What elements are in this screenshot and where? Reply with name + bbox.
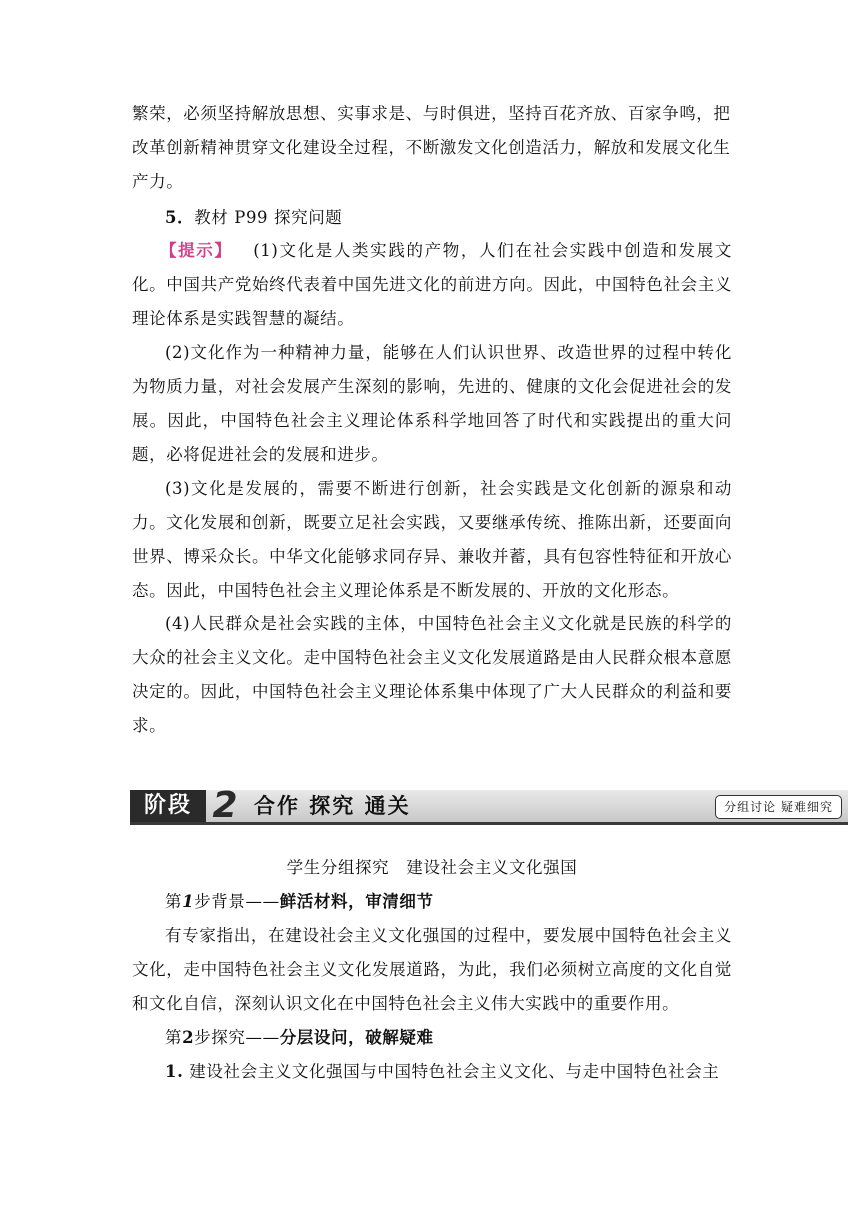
section-title: 学生分组探究 建设社会主义文化强国: [286, 858, 578, 877]
question-1: [132, 1055, 732, 1089]
answer-2: [132, 336, 732, 472]
tip-label: 【提示】: [160, 241, 233, 260]
background-text: 有专家指出，在建设社会主义文化强国的过程中，要发展中国特色社会主义文化，走中国特色社会主义文化发展道路，为此，我们必须树立高度的文化自觉和文化自信，深刻认识文化在中国特色社会主义伟大实践中的重要作用。: [132, 926, 732, 1013]
answer-text: (1)文化是人类实践的产物，人们在社会实践中创造和发展文化。中国共产党始终代表着中国先进文化的前进方向。因此，中国特色社会主义理论体系是实践智慧的凝结。: [132, 241, 732, 328]
answer-4: [132, 607, 732, 743]
intro-line: 繁荣，必须坚持解放思想、实事求是、与时俱进，坚持百花齐放、百家争鸣，把: [132, 104, 731, 123]
intro-line: 改革创新精神贯穿文化建设全过程，不断激发文化创造活力，解放和发展文化生: [132, 138, 731, 157]
answer-text: (4)人民群众是社会实践的主体，中国特色社会主义文化就是民族的科学的大众的社会主义文化。走中国特色社会主义文化发展道路是由人民群众根本意愿决定的。因此，中国特色社会主义理论体系集中体现了广大人民群众的利益和要求。: [132, 614, 732, 735]
step-label: 步背景——: [194, 892, 280, 911]
answer-3: [132, 472, 732, 608]
step-1-heading: [132, 885, 732, 919]
answer-text: (2)文化作为一种精神力量，能够在人们认识世界、改造世界的过程中转化为物质力量，对社会发展产生深刻的影响，先进的、健康的文化会促进社会的发展。因此，中国特色社会主义理论体系科学地回答了时代和实践提出的重大问题，必将促进社会的发展和进步。: [132, 343, 732, 464]
stage-label: 阶段: [130, 790, 206, 822]
intro-line: 产力。: [132, 172, 184, 191]
background-paragraph: [132, 919, 732, 1021]
stage-banner: [130, 785, 848, 826]
step-number: 2: [182, 1028, 195, 1047]
banner-title: 合作 探究 通关: [254, 794, 411, 818]
step-label: 步探究——: [194, 1028, 280, 1047]
section-heading: [132, 851, 732, 885]
step-prefix: 第: [165, 892, 183, 911]
question-title: 教材 P99 探究问题: [194, 208, 343, 227]
step-number: 1: [182, 892, 195, 911]
banner-badge: 分组讨论 疑难细究: [715, 795, 842, 819]
question-5-heading: 5．教材 P99 探究问题: [165, 208, 343, 227]
stage-number: 2: [212, 785, 238, 826]
step-2-heading: [132, 1021, 732, 1055]
question-number: 5: [165, 208, 178, 227]
step-prefix: 第: [165, 1028, 183, 1047]
step-emphasis: 分层设问，破解疑难: [279, 1028, 434, 1047]
question-text: 建设社会主义文化强国与中国特色社会主义文化、与走中国特色社会主: [189, 1062, 720, 1081]
question-number: 1.: [165, 1062, 184, 1081]
answer-text: (3)文化是发展的，需要不断进行创新，社会实践是文化创新的源泉和动力。文化发展和创新，既要立足社会实践，又要继承传统、推陈出新，还要面向世界、博采众长。中华文化能够求同存异、兼收并蓄，具有包容性特征和开放心态。因此，中国特色社会主义理论体系是不断发展的、开放的文化形态。: [132, 479, 732, 600]
intro-paragraph: [132, 97, 732, 199]
answer-1: [132, 234, 732, 336]
step-emphasis: 鲜活材料，审清细节: [279, 892, 434, 911]
